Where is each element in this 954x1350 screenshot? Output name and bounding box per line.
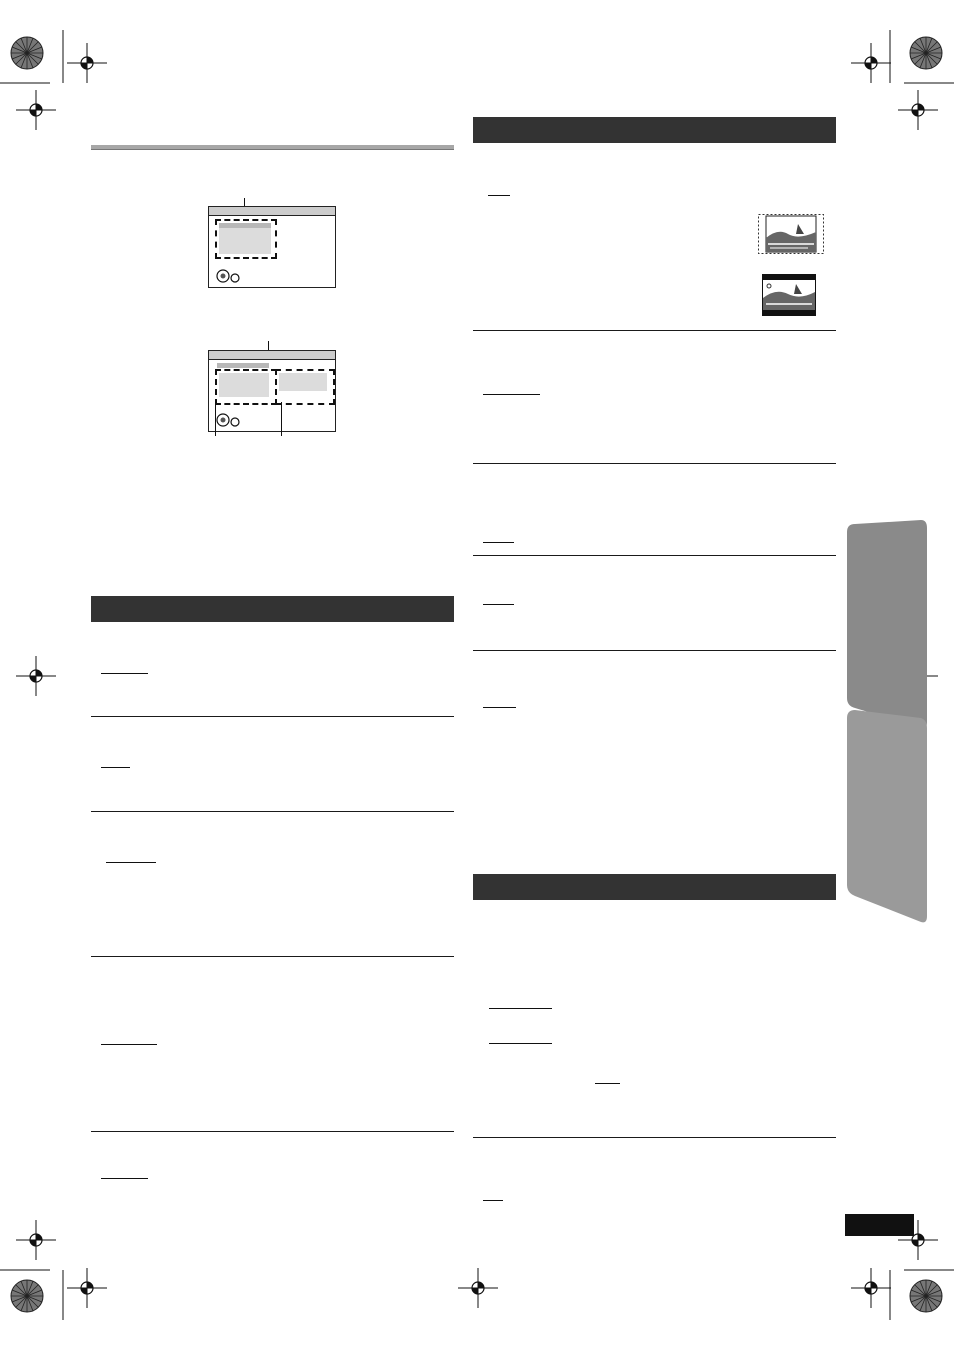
reg-mark-bottom-right: [851, 1268, 891, 1308]
tv-aspect-letterbox-image: [762, 274, 816, 316]
diagram2-right-list: [279, 373, 327, 391]
diagram2-left-list: [219, 373, 269, 397]
right-option4-default-underline: [483, 604, 514, 605]
reg-mark-bottom-left: [67, 1268, 107, 1308]
remote-nav-icon: [215, 413, 243, 427]
right-divider-1: [473, 330, 836, 331]
reg-mark-top-right-inner: [898, 90, 938, 130]
reg-mark-mid-left: [16, 656, 56, 696]
left-option2-default-underline: [101, 767, 130, 768]
right-divider-4: [473, 650, 836, 651]
diagram2-submenu-screen: [208, 350, 336, 432]
left-option5-default-underline: [101, 1178, 148, 1179]
reg-mark-top-left-inner: [16, 90, 56, 130]
left-divider-4: [91, 1131, 454, 1132]
tv-aspect-pillarbox-image: [758, 214, 824, 254]
right-section-header-band-2: [473, 874, 836, 900]
left-divider-3: [91, 956, 454, 957]
diagram2-right-leader-line: [281, 402, 282, 436]
left-header-rule: [91, 145, 454, 150]
reg-mark-bottom-center: [458, 1268, 498, 1308]
color-target-top-right-icon: [910, 37, 942, 69]
right-option9-default-underline: [483, 1200, 503, 1201]
right-divider-5: [473, 1137, 836, 1138]
left-section-header-band: [91, 596, 454, 622]
left-option1-default-underline: [101, 673, 148, 674]
right-option3-default-underline: [483, 542, 514, 543]
diagram2-highlight-row: [217, 363, 269, 368]
color-target-bottom-left-icon: [11, 1280, 43, 1312]
right-divider-3: [473, 555, 836, 556]
left-divider-1: [91, 716, 454, 717]
right-option7-default-underline: [489, 1043, 552, 1044]
left-option4-default-underline: [101, 1044, 157, 1045]
right-option6-default-underline: [489, 1008, 552, 1009]
color-target-bottom-right-icon: [910, 1280, 942, 1312]
reg-mark-top-right: [851, 43, 891, 83]
diagram1-menu-screen: [208, 206, 336, 288]
right-option5-default-underline: [483, 707, 516, 708]
remote-nav-icon: [215, 269, 243, 283]
right-option2-default-underline: [483, 394, 540, 395]
reg-mark-bottom-left-inner: [16, 1220, 56, 1260]
diagram1-menu-list: [219, 228, 271, 254]
diagram2-title-bar: [209, 351, 335, 360]
right-option1-default-underline: [488, 195, 510, 196]
right-divider-2: [473, 463, 836, 464]
page-number-badge: [845, 1214, 914, 1236]
left-option3-default-underline: [106, 862, 156, 863]
right-section-header-band-1: [473, 117, 836, 143]
side-chapter-tabs: [843, 518, 929, 928]
color-target-top-left-icon: [11, 37, 43, 69]
reg-mark-top-left: [67, 43, 107, 83]
diagram1-title-bar: [209, 207, 335, 216]
right-option8-default-underline: [595, 1083, 620, 1084]
left-divider-2: [91, 811, 454, 812]
diagram2-left-leader-line: [215, 402, 216, 436]
